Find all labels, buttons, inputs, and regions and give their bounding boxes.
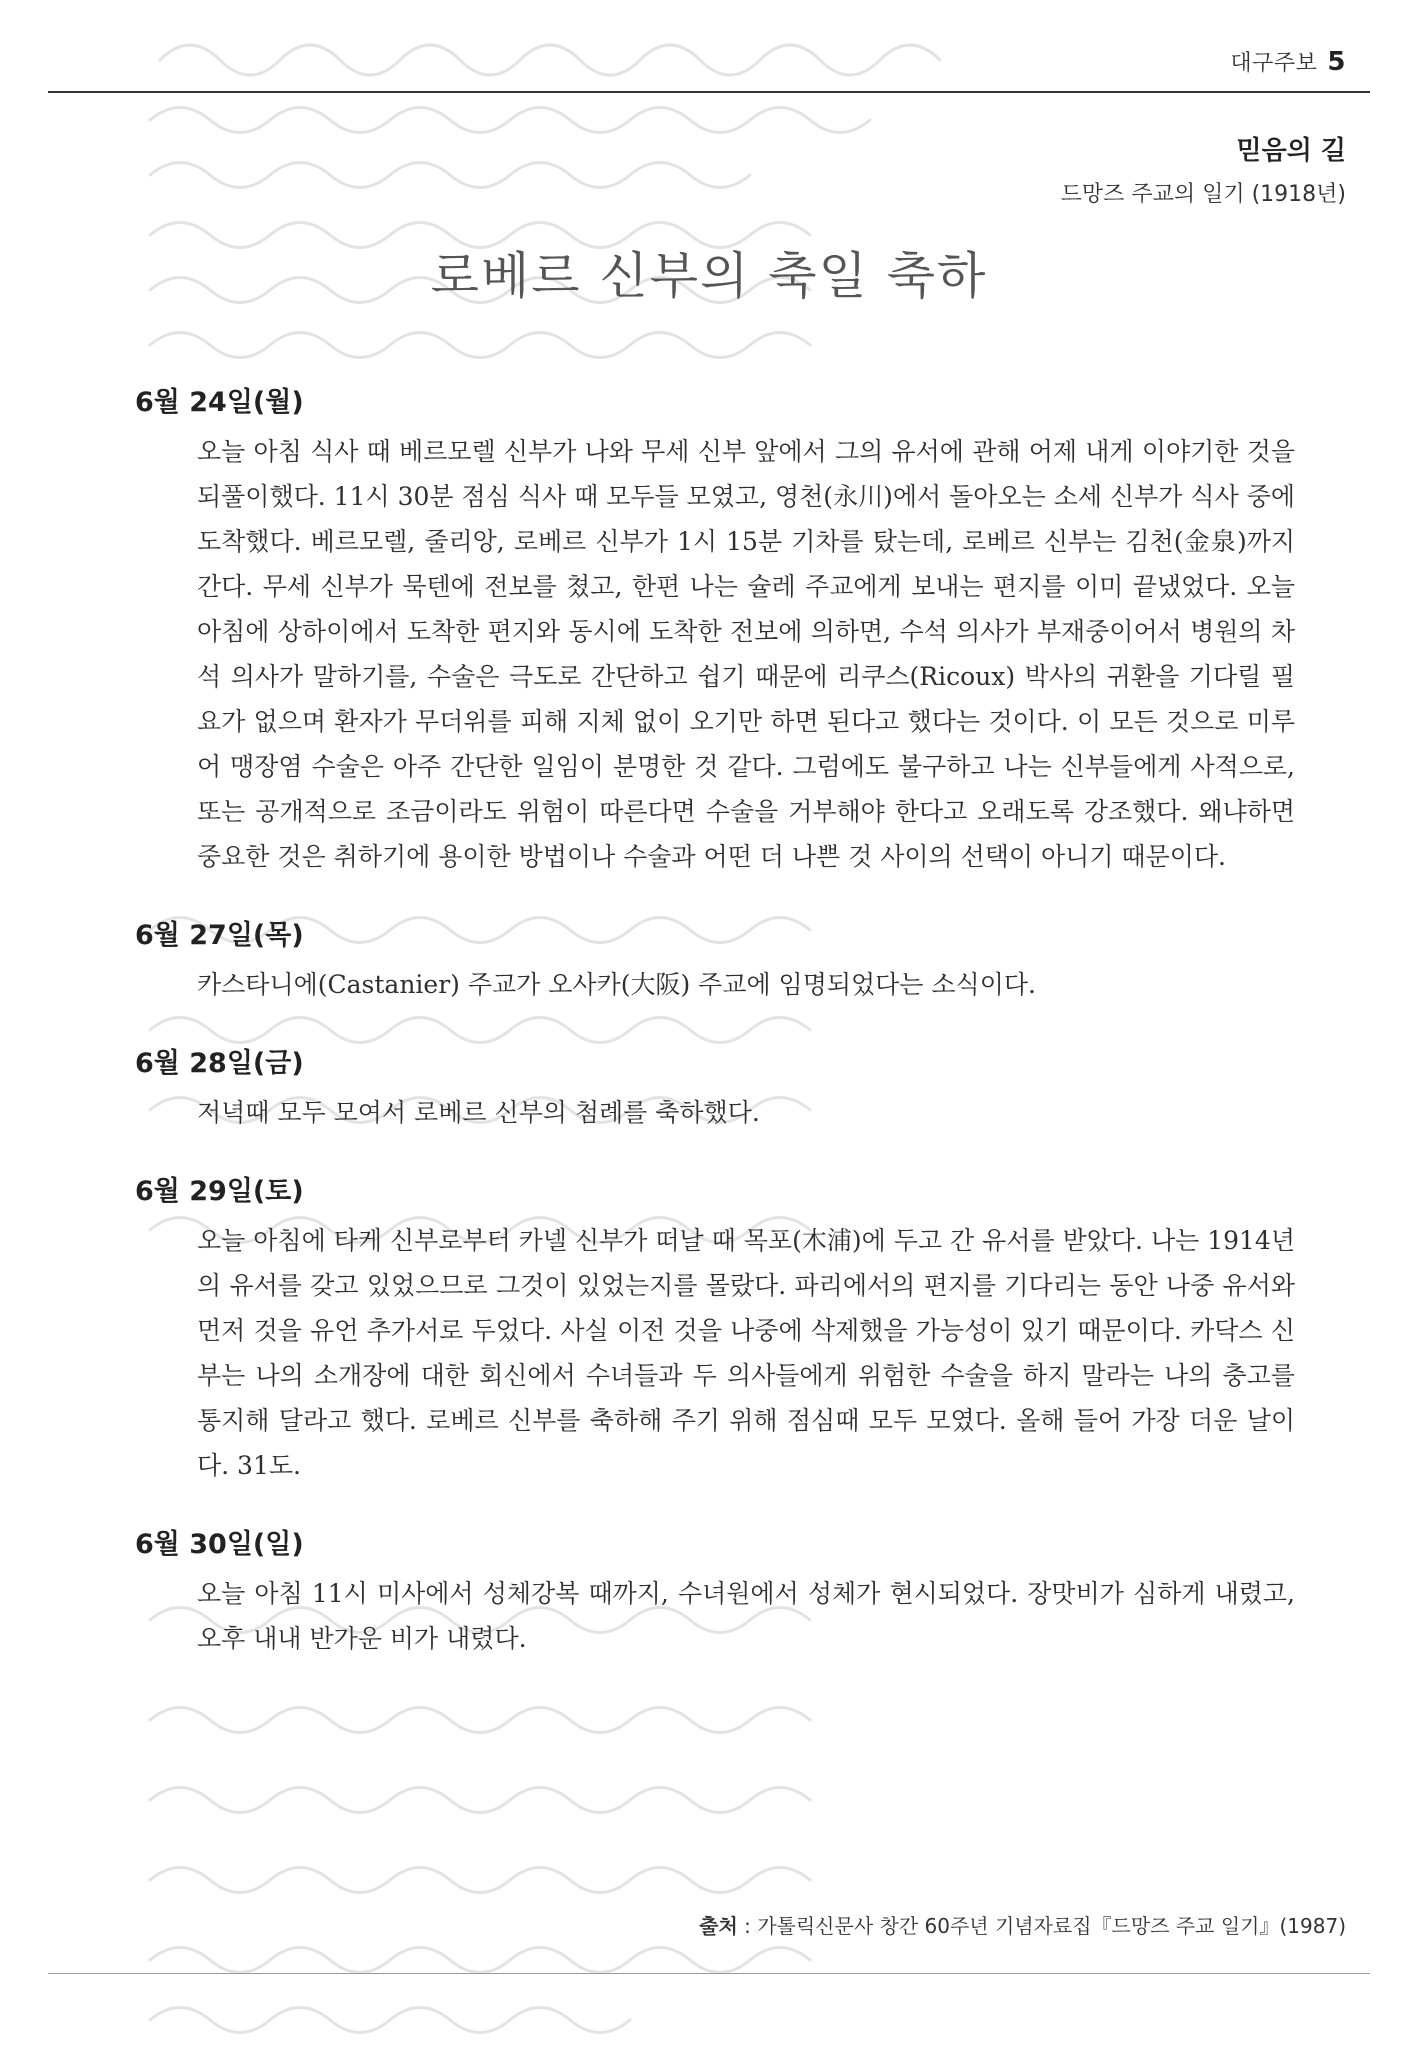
page-number: 5 xyxy=(1327,47,1346,77)
diary-entry xyxy=(135,380,1295,879)
diary-entry xyxy=(135,1169,1295,1488)
entry-body: 오늘 아침 11시 미사에서 성체강복 때까지, 수녀원에서 성체가 현시되었다. 장맛비가 심하게 내렸고, 오후 내내 반가운 비가 내렸다. xyxy=(197,1579,1295,1653)
entry-date: 6월 29일(토) xyxy=(135,1176,304,1207)
series-name: 믿음의 길 xyxy=(1236,136,1346,166)
entry-date: 6월 30일(일) xyxy=(135,1529,304,1560)
diary-entry xyxy=(135,1522,1295,1661)
source-label: 출처 xyxy=(699,1914,738,1938)
entry-date: 6월 28일(금) xyxy=(135,1048,304,1079)
series-heading xyxy=(1061,130,1346,208)
publication-name: 대구주보 xyxy=(1230,51,1318,76)
entry-date: 6월 27일(목) xyxy=(135,920,304,951)
diary-entry xyxy=(135,1041,1295,1135)
publication-header xyxy=(1230,46,1346,77)
entry-date: 6월 24일(월) xyxy=(135,387,304,418)
source-text: : 가톨릭신문사 창간 60주년 기념자료집『드망즈 주교 일기』(1987) xyxy=(737,1914,1346,1938)
diary-entry xyxy=(135,913,1295,1007)
footer-divider xyxy=(48,1973,1370,1974)
entry-body: 카스타니에(Castanier) 주교가 오사카(大阪) 주교에 임명되었다는 소식이다. xyxy=(197,970,1036,999)
source-citation xyxy=(699,1910,1346,1939)
series-subtitle: 드망즈 주교의 일기 (1918년) xyxy=(1060,182,1346,207)
header-divider xyxy=(48,91,1370,93)
article-title: 로베르 신부의 축일 축하 xyxy=(430,247,988,305)
entry-body: 저녁때 모두 모여서 로베르 신부의 첨례를 축하했다. xyxy=(197,1098,760,1127)
entry-body: 오늘 아침 식사 때 베르모렐 신부가 나와 무세 신부 앞에서 그의 유서에 관해 어제 내게 이야기한 것을 되풀이했다. 11시 30분 점심 식사 때 모두들 모였고, 영천(永川)에서 돌아오는 소세 신부가 식사 중에 도착했다. 베르모렐, 줄리앙, 로베르 신부가 1시 15분 기차를 탔는데, 로베르 신부는 김천(金泉)까지 간다. 무세 신부가 묵텐에 전보를 쳤고, 한편 나는 슐레 주교에게 보내는 편지를 이미 끝냈었다. 오늘 아침에 상하이에서 도착한 편지와 동시에 도착한 전보에 의하면, 수석 의사가 부재중이어서 병원의 차석 의사가 말하기를, 수술은 극도로 간단하고 쉽기 때문에 리쿠스(Ricoux) 박사의 귀환을 기다릴 필요가 없으며 환자가 무더위를 피해 지체 없이 오기만 하면 된다고 했다는 것이다. 이 모든 것으로 미루어 맹장염 수술은 아주 간단한 일임이 분명한 것 같다. 그럼에도 불구하고 나는 신부들에게 사적으로, 또는 공개적으로 조금이라도 위험이 따른다면 수술을 거부해야 한다고 오래도록 강조했다. 왜냐하면 중요한 것은 취하기에 용이한 방법이나 수술과 어떤 더 나쁜 것 사이의 선택이 아니기 때문이다. xyxy=(197,437,1295,871)
diary-entries xyxy=(135,380,1295,1695)
entry-body: 오늘 아침에 타케 신부로부터 카넬 신부가 떠날 때 목포(木浦)에 두고 간 유서를 받았다. 나는 1914년의 유서를 갖고 있었으므로 그것이 있었는지를 몰랐다. 파리에서의 편지를 기다리는 동안 나중 유서와 먼저 것을 유언 추가서로 두었다. 사실 이전 것을 나중에 삭제했을 가능성이 있기 때문이다. 카닥스 신부는 나의 소개장에 대한 회신에서 수녀들과 두 의사들에게 위험한 수술을 하지 말라는 나의 충고를 통지해 달라고 했다. 로베르 신부를 축하해 주기 위해 점심때 모두 모였다. 올해 들어 가장 더운 날이다. 31도. xyxy=(197,1226,1295,1480)
